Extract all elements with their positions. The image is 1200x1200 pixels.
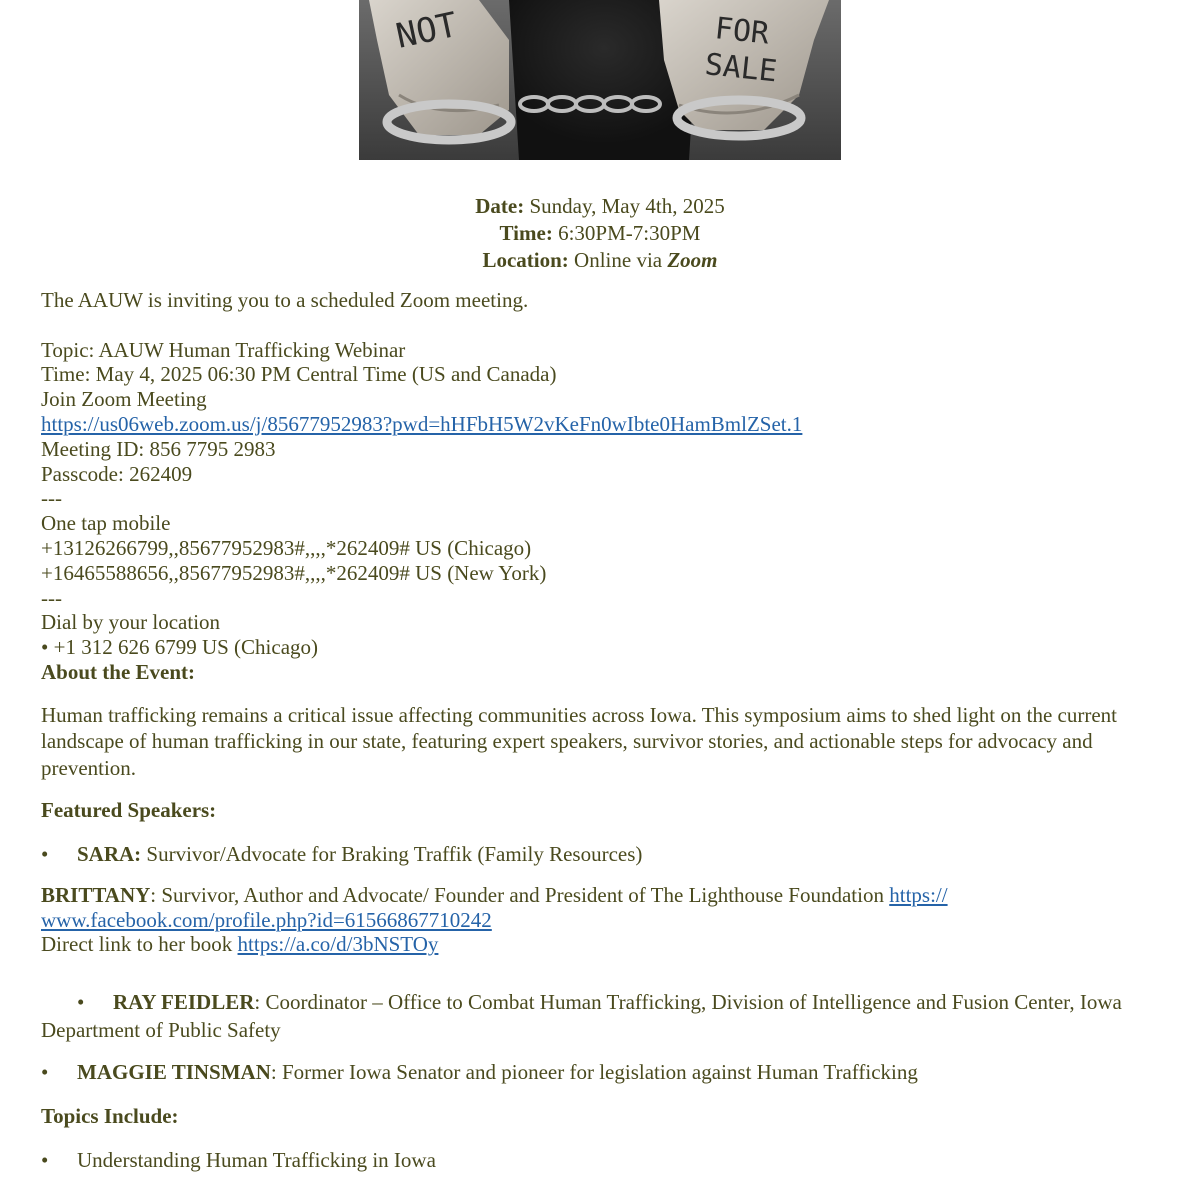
bullet-icon: • xyxy=(77,990,85,1015)
handcuffed-hands-image xyxy=(359,0,841,160)
bullet-icon: • xyxy=(41,842,49,867)
about-heading: About the Event: xyxy=(41,659,196,684)
passcode: Passcode: 262409 xyxy=(41,461,193,486)
photo-text-for: FOR xyxy=(713,11,771,52)
about-body: Human trafficking remains a critical issue affecting communities across Iowa. This symposium aims to shed light on the current landscape of human trafficking in our state, featuring expert speakers, survivor stories, and actionable steps for advocacy and prevention. xyxy=(41,702,1118,780)
dial-chicago: • +1 312 626 6799 US (Chicago) xyxy=(41,635,319,660)
one-tap-new-york: +16465588656,,85677952983#,,,,*262409# US (New York) xyxy=(41,560,547,585)
separator: --- xyxy=(41,585,62,610)
facebook-link-part2: www.facebook.com/profile.php?id=61566867710242 xyxy=(41,907,492,932)
time-label: Time: xyxy=(499,221,553,245)
speaker-brittany xyxy=(41,883,1171,933)
event-photo xyxy=(359,0,841,160)
speaker-name: BRITTANY xyxy=(41,882,151,907)
speaker-description: : Survivor, Author and Advocate/ Founder and President of The Lighthouse Foundation xyxy=(150,882,890,907)
one-tap-label: One tap mobile xyxy=(41,511,171,536)
topics-heading: Topics Include: xyxy=(41,1104,179,1129)
event-time xyxy=(0,220,1200,247)
time-value: 6:30PM-7:30PM xyxy=(552,221,701,245)
location-label: Location: xyxy=(482,248,569,272)
zoom-join-link[interactable]: https://us06web.zoom.us/j/85677952983?pwd=hHFbH5W2vKeFn0wIbte0HamBmlZSet.1 xyxy=(41,411,803,436)
speaker-name: RAY FEIDLER xyxy=(113,990,255,1015)
date-label: Date: xyxy=(475,194,525,218)
separator: --- xyxy=(41,486,62,511)
speaker-name: SARA: xyxy=(77,842,142,867)
event-details xyxy=(0,193,1200,274)
event-location xyxy=(0,247,1200,274)
location-platform: Zoom xyxy=(667,248,718,272)
invite-topic: Topic: AAUW Human Trafficking Webinar xyxy=(41,337,406,362)
join-label: Join Zoom Meeting xyxy=(41,387,207,412)
dial-label: Dial by your location xyxy=(41,610,221,635)
photo-text-not: NOT xyxy=(392,4,461,57)
speaker-sara xyxy=(41,842,1171,867)
topic-item xyxy=(41,1148,1171,1173)
location-value: Online via xyxy=(568,248,668,272)
meeting-id: Meeting ID: 856 7795 2983 xyxy=(41,436,276,461)
topic-text: Understanding Human Trafficking in Iowa xyxy=(77,1147,436,1172)
speaker-name: MAGGIE TINSMAN xyxy=(77,1060,271,1085)
book-label: Direct link to her book xyxy=(41,932,238,957)
speaker-description: : Coordinator – Office to Combat Human Trafficking, Division of Intelligence and Fusion Center, Iowa Department of Public Safety xyxy=(41,990,1122,1043)
book-link[interactable]: https://a.co/d/3bNSTOy xyxy=(237,932,439,957)
invite-time: Time: May 4, 2025 06:30 PM Central Time (US and Canada) xyxy=(41,362,557,387)
facebook-link-part1: https:// xyxy=(889,882,948,907)
bullet-icon: • xyxy=(41,1060,49,1085)
book-line xyxy=(41,932,1171,957)
speaker-maggie xyxy=(41,1060,1171,1085)
speaker-description: : Former Iowa Senator and pioneer for legislation against Human Trafficking xyxy=(270,1060,918,1085)
event-date xyxy=(0,193,1200,220)
speaker-ray xyxy=(41,988,1171,1044)
photo-text-sale: SALE xyxy=(703,47,779,90)
date-value: Sunday, May 4th, 2025 xyxy=(524,194,725,218)
bullet-icon: • xyxy=(41,1147,49,1172)
document-body xyxy=(41,288,1171,1173)
one-tap-chicago: +13126266799,,85677952983#,,,,*262409# US (Chicago) xyxy=(41,535,532,560)
invite-intro: The AAUW is inviting you to a scheduled Zoom meeting. xyxy=(41,288,529,312)
speaker-description: Survivor/Advocate for Braking Traffik (Family Resources) xyxy=(141,842,643,867)
speakers-heading: Featured Speakers: xyxy=(41,798,217,823)
